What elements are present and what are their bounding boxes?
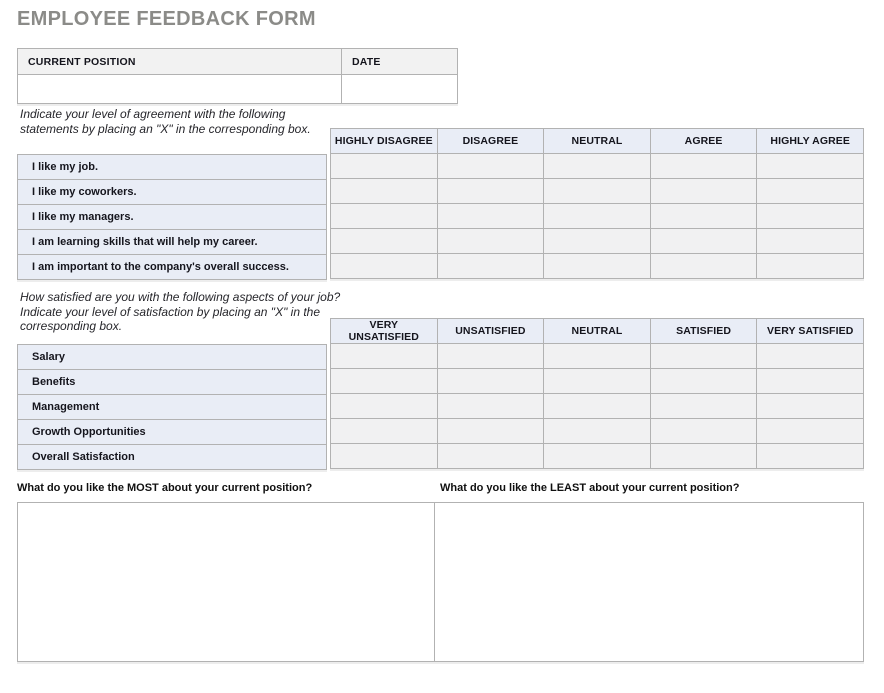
answer-cell[interactable] — [437, 254, 544, 279]
column-header: VERY SATISFIED — [757, 319, 864, 344]
table-row — [331, 154, 864, 179]
answer-cell[interactable] — [650, 444, 757, 469]
column-header: HIGHLY DISAGREE — [331, 129, 438, 154]
answer-cell[interactable] — [650, 154, 757, 179]
answer-cell[interactable] — [757, 254, 864, 279]
statement-label: I like my job. — [18, 155, 327, 180]
table-row — [18, 180, 327, 205]
most-answer-box[interactable] — [17, 502, 435, 662]
aspect-label: Overall Satisfaction — [18, 445, 327, 470]
satisfaction-aspects — [17, 344, 327, 470]
answer-cell[interactable] — [544, 179, 651, 204]
least-answer-box[interactable] — [435, 502, 864, 662]
answer-cell[interactable] — [757, 154, 864, 179]
answer-cell[interactable] — [331, 154, 438, 179]
answer-cell[interactable] — [437, 204, 544, 229]
table-row — [18, 155, 327, 180]
instruction-line: How satisfied are you with the following aspects of your job? — [20, 290, 341, 304]
answer-cell[interactable] — [650, 344, 757, 369]
answer-cell[interactable] — [331, 204, 438, 229]
answer-cell[interactable] — [437, 154, 544, 179]
answer-cell[interactable] — [757, 444, 864, 469]
table-row — [18, 230, 327, 255]
answer-cell[interactable] — [331, 179, 438, 204]
info-value-row — [18, 75, 458, 104]
current-position-field[interactable] — [18, 75, 342, 104]
answer-cell[interactable] — [650, 204, 757, 229]
table-row — [18, 255, 327, 280]
agreement-grid — [330, 128, 864, 279]
agreement-matrix — [17, 128, 864, 280]
answer-cell[interactable] — [437, 444, 544, 469]
column-header: UNSATISFIED — [437, 319, 544, 344]
table-row — [331, 204, 864, 229]
statement-label: I like my coworkers. — [18, 180, 327, 205]
table-row — [18, 345, 327, 370]
column-header: SATISFIED — [650, 319, 757, 344]
answer-cell[interactable] — [437, 344, 544, 369]
answer-cell[interactable] — [544, 369, 651, 394]
statement-label: I like my managers. — [18, 205, 327, 230]
info-header-row — [18, 49, 458, 75]
answer-cell[interactable] — [650, 419, 757, 444]
column-header: VERY UNSATISFIED — [331, 319, 438, 344]
table-row — [18, 445, 327, 470]
date-header: DATE — [342, 49, 458, 75]
table-row — [331, 369, 864, 394]
agreement-statements — [17, 154, 327, 280]
instruction-line: Indicate your level of satisfaction by placing an "X" in the — [20, 304, 321, 319]
current-position-header: CURRENT POSITION — [18, 49, 342, 75]
answer-cell[interactable] — [757, 204, 864, 229]
instruction-line: statements by placing an "X" in the corresponding box. — [20, 121, 311, 136]
answer-cell[interactable] — [544, 229, 651, 254]
table-row — [331, 229, 864, 254]
answer-cell[interactable] — [544, 419, 651, 444]
table-row — [331, 344, 864, 369]
answer-cell[interactable] — [331, 444, 438, 469]
answer-cell[interactable] — [544, 254, 651, 279]
answer-cell[interactable] — [650, 179, 757, 204]
page-title: EMPLOYEE FEEDBACK FORM — [17, 8, 316, 30]
answer-cell[interactable] — [331, 394, 438, 419]
table-row — [331, 254, 864, 279]
most-question-label: What do you like the MOST about your current position? — [17, 482, 313, 494]
answer-cell[interactable] — [437, 179, 544, 204]
answer-cell[interactable] — [544, 394, 651, 419]
answer-cell[interactable] — [757, 394, 864, 419]
answer-cell[interactable] — [757, 369, 864, 394]
table-row — [18, 420, 327, 445]
answer-cell[interactable] — [650, 229, 757, 254]
answer-cell[interactable] — [757, 344, 864, 369]
column-header: NEUTRAL — [544, 129, 651, 154]
table-row — [331, 419, 864, 444]
answer-cell[interactable] — [757, 179, 864, 204]
aspect-label: Benefits — [18, 370, 327, 395]
answer-cell[interactable] — [650, 254, 757, 279]
answer-cell[interactable] — [544, 444, 651, 469]
answer-cell[interactable] — [544, 344, 651, 369]
answer-cell[interactable] — [437, 419, 544, 444]
answer-cell[interactable] — [331, 229, 438, 254]
column-header: AGREE — [650, 129, 757, 154]
instruction-line: corresponding box. — [20, 319, 123, 333]
table-row — [331, 394, 864, 419]
answer-cell[interactable] — [437, 229, 544, 254]
table-row — [18, 370, 327, 395]
answer-cell[interactable] — [544, 204, 651, 229]
answer-cell[interactable] — [650, 394, 757, 419]
date-field[interactable] — [342, 75, 458, 104]
satisfaction-grid — [330, 318, 864, 469]
answer-cell[interactable] — [331, 344, 438, 369]
grid-header-row — [331, 319, 864, 344]
answer-boxes — [17, 502, 864, 662]
aspect-label: Management — [18, 395, 327, 420]
aspect-label: Growth Opportunities — [18, 420, 327, 445]
answer-cell[interactable] — [650, 369, 757, 394]
column-header: HIGHLY AGREE — [757, 129, 864, 154]
answer-cell[interactable] — [437, 394, 544, 419]
instruction-line: Indicate your level of agreement with the following — [20, 107, 286, 121]
answer-cell[interactable] — [437, 369, 544, 394]
satisfaction-matrix — [17, 318, 864, 470]
table-row — [18, 205, 327, 230]
table-row — [331, 444, 864, 469]
column-header: DISAGREE — [437, 129, 544, 154]
answer-cell[interactable] — [331, 369, 438, 394]
column-header: NEUTRAL — [544, 319, 651, 344]
answer-cell[interactable] — [757, 229, 864, 254]
statement-label: I am important to the company's overall success. — [18, 255, 327, 280]
aspect-label: Salary — [18, 345, 327, 370]
info-table — [17, 48, 458, 104]
answer-cell[interactable] — [757, 419, 864, 444]
statement-label: I am learning skills that will help my career. — [18, 230, 327, 255]
grid-header-row — [331, 129, 864, 154]
table-row — [18, 395, 327, 420]
table-row — [331, 179, 864, 204]
answer-cell[interactable] — [331, 419, 438, 444]
least-question-label: What do you like the LEAST about your current position? — [440, 482, 740, 494]
answer-cell[interactable] — [544, 154, 651, 179]
answer-cell[interactable] — [331, 254, 438, 279]
